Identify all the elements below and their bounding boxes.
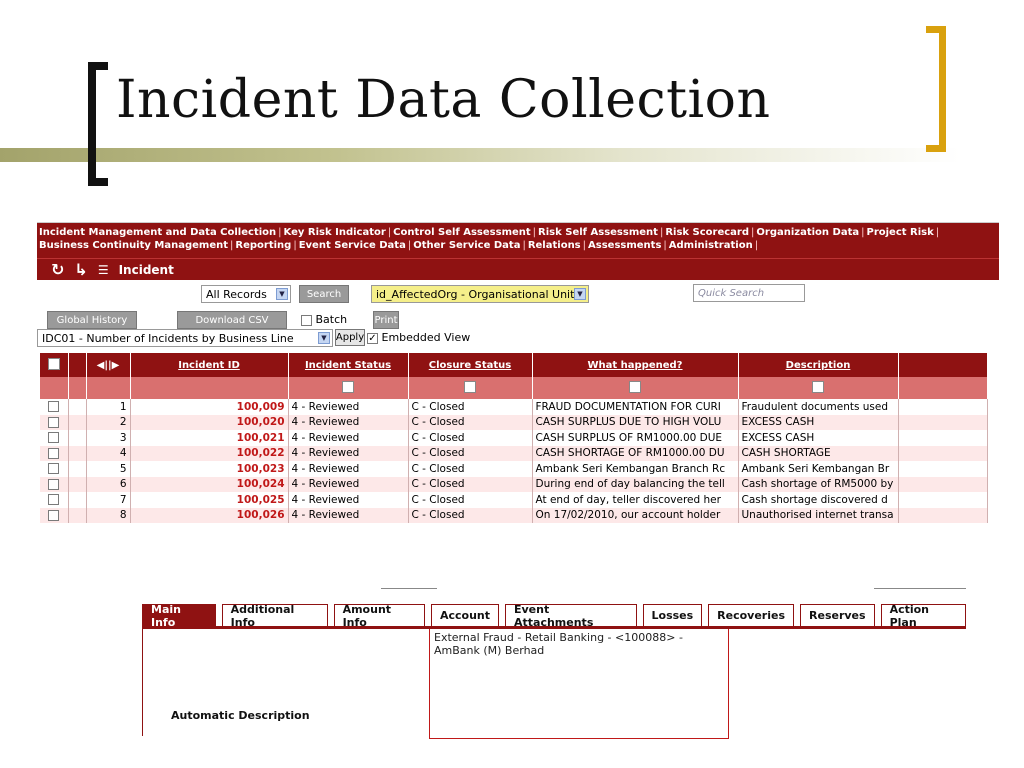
divider-line — [381, 588, 437, 589]
org-select[interactable] — [371, 285, 589, 303]
closure-status: C - Closed — [408, 508, 532, 524]
filter-what-checkbox[interactable] — [629, 381, 641, 393]
search-button[interactable]: Search — [299, 285, 349, 303]
row-checkbox[interactable] — [48, 510, 59, 521]
filter-cell — [68, 377, 86, 399]
batch-checkbox[interactable] — [301, 315, 312, 326]
menu-item[interactable]: Business Continuity Management — [39, 240, 228, 251]
incident-status: 4 - Reviewed — [288, 477, 408, 493]
row-number: 3 — [86, 430, 130, 446]
chevron-down-icon: ▼ — [318, 332, 330, 344]
row-empty — [898, 446, 988, 462]
description: CASH SHORTAGE — [738, 446, 898, 462]
row-spacer — [68, 492, 86, 508]
menu-separator: | — [522, 240, 526, 251]
incident-id[interactable]: 100,022 — [130, 446, 288, 462]
menu-item[interactable]: Relations — [527, 240, 581, 251]
menu-separator: | — [278, 227, 282, 238]
select-all-checkbox[interactable] — [48, 358, 60, 370]
tab[interactable]: Action Plan — [881, 604, 966, 626]
menu-separator: | — [751, 227, 755, 238]
filter-status-checkbox[interactable] — [342, 381, 354, 393]
table-row[interactable] — [40, 399, 988, 415]
what-happened: CASH SURPLUS OF RM1000.00 DUE — [532, 430, 738, 446]
row-checkbox-cell — [40, 399, 68, 415]
row-checkbox-cell — [40, 508, 68, 524]
row-empty — [898, 399, 988, 415]
col-header-what-happened[interactable]: What happened? — [532, 353, 738, 377]
menu-separator: | — [663, 240, 667, 251]
report-select-value: IDC01 - Number of Incidents by Business Line — [42, 331, 294, 345]
row-number: 6 — [86, 477, 130, 493]
row-checkbox-cell — [40, 477, 68, 493]
tab[interactable]: Account — [431, 604, 499, 626]
automatic-description-label: Automatic Description — [171, 709, 310, 722]
menu-separator: | — [293, 240, 297, 251]
row-spacer — [68, 399, 86, 415]
col-header-empty — [898, 353, 988, 377]
filter-cell — [898, 377, 988, 399]
description: Cash shortage discovered d — [738, 492, 898, 508]
what-happened: At end of day, teller discovered her — [532, 492, 738, 508]
row-checkbox-cell — [40, 415, 68, 431]
filter-closure-checkbox[interactable] — [464, 381, 476, 393]
row-checkbox-cell — [40, 461, 68, 477]
table-row[interactable] — [40, 477, 988, 493]
incident-detail-screenshot — [128, 588, 966, 736]
table-row[interactable] — [40, 446, 988, 462]
row-spacer — [68, 430, 86, 446]
embedded-view-option[interactable] — [367, 331, 470, 344]
row-number: 8 — [86, 508, 130, 524]
row-number: 7 — [86, 492, 130, 508]
list-icon[interactable]: ☰ — [97, 262, 109, 277]
incident-id[interactable]: 100,021 — [130, 430, 288, 446]
filter-cell — [408, 377, 532, 399]
main-info-panel — [142, 626, 966, 736]
incident-table — [40, 353, 988, 523]
menu-item[interactable]: Key Risk Indicator — [283, 227, 386, 238]
incident-id[interactable]: 100,024 — [130, 477, 288, 493]
row-number: 4 — [86, 446, 130, 462]
detail-tabs — [142, 602, 966, 629]
what-happened: FRAUD DOCUMENTATION FOR CURI — [532, 399, 738, 415]
row-empty — [898, 508, 988, 524]
menu-item[interactable]: Administration — [668, 240, 753, 251]
quick-search-input[interactable]: Quick Search — [693, 284, 805, 302]
filter-cell — [738, 377, 898, 399]
col-header-description[interactable]: Description — [738, 353, 898, 377]
report-select[interactable] — [37, 329, 333, 347]
chevron-down-icon: ▼ — [276, 288, 288, 300]
chevron-down-icon: ▼ — [574, 288, 586, 300]
embedded-view-checkbox[interactable] — [367, 333, 378, 344]
pager-nav-icon[interactable]: ◀||▶ — [86, 353, 130, 377]
row-spacer — [68, 415, 86, 431]
incident-status: 4 - Reviewed — [288, 492, 408, 508]
page-header — [37, 258, 999, 280]
row-number: 5 — [86, 461, 130, 477]
apply-button[interactable]: Apply — [335, 329, 365, 346]
tab[interactable]: Main Info — [142, 604, 216, 626]
what-happened: During end of day balancing the tell — [532, 477, 738, 493]
automatic-description-field[interactable]: External Fraud - Retail Banking - <100088> - AmBank (M) Berhad — [429, 629, 729, 739]
incident-list-screenshot — [37, 222, 999, 550]
incident-id[interactable]: 100,025 — [130, 492, 288, 508]
row-checkbox[interactable] — [48, 432, 59, 443]
closure-status: C - Closed — [408, 446, 532, 462]
toolbar — [37, 280, 999, 344]
menu-item[interactable]: Assessments — [588, 240, 662, 251]
what-happened: CASH SURPLUS DUE TO HIGH VOLU — [532, 415, 738, 431]
incident-id[interactable]: 100,023 — [130, 461, 288, 477]
export-icon[interactable]: ↳ — [74, 260, 88, 279]
filter-cell — [288, 377, 408, 399]
slide-title: Incident Data Collection — [116, 70, 771, 130]
row-checkbox-cell — [40, 446, 68, 462]
menu-separator: | — [230, 240, 234, 251]
row-checkbox-cell — [40, 430, 68, 446]
menu-separator: | — [582, 240, 587, 251]
table-header-row — [40, 353, 988, 377]
table-row[interactable] — [40, 430, 988, 446]
menu-separator: | — [659, 227, 664, 238]
closure-status: C - Closed — [408, 415, 532, 431]
closure-status: C - Closed — [408, 461, 532, 477]
left-bracket-decoration — [88, 62, 108, 186]
row-checkbox-cell — [40, 492, 68, 508]
menu-separator: | — [407, 240, 412, 251]
tab[interactable]: Amount Info — [334, 604, 425, 626]
row-spacer — [68, 508, 86, 524]
incident-id[interactable]: 100,009 — [130, 399, 288, 415]
table-row[interactable] — [40, 461, 988, 477]
global-history-button[interactable]: Global History — [47, 311, 137, 329]
what-happened: CASH SHORTAGE OF RM1000.00 DU — [532, 446, 738, 462]
description: Cash shortage of RM5000 by — [738, 477, 898, 493]
menu-line-1 — [39, 226, 997, 239]
description: Unauthorised internet transa — [738, 508, 898, 524]
incident-status: 4 - Reviewed — [288, 430, 408, 446]
records-select-value: All Records — [206, 287, 267, 301]
incident-status: 4 - Reviewed — [288, 508, 408, 524]
menu-item[interactable]: Other Service Data — [413, 240, 521, 251]
menu-item[interactable]: Control Self Assessment — [393, 227, 531, 238]
tab[interactable]: Additional Info — [222, 604, 328, 626]
menu-item[interactable]: Incident Management and Data Collection — [39, 227, 277, 238]
row-empty — [898, 492, 988, 508]
filter-cell — [532, 377, 738, 399]
row-checkbox[interactable] — [48, 448, 59, 459]
main-menu — [37, 223, 999, 258]
page-title: Incident — [118, 262, 174, 277]
description: Ambank Seri Kembangan Br — [738, 461, 898, 477]
row-empty — [898, 461, 988, 477]
closure-status: C - Closed — [408, 399, 532, 415]
row-spacer — [68, 446, 86, 462]
filter-row — [40, 377, 988, 399]
incident-id[interactable]: 100,026 — [130, 508, 288, 524]
row-number: 1 — [86, 399, 130, 415]
tab[interactable]: Losses — [643, 604, 703, 626]
incident-status: 4 - Reviewed — [288, 415, 408, 431]
filter-cell — [130, 377, 288, 399]
menu-item[interactable]: Risk Scorecard — [665, 227, 750, 238]
filter-cell — [86, 377, 130, 399]
closure-status: C - Closed — [408, 492, 532, 508]
refresh-icon[interactable]: ↻ — [51, 260, 65, 279]
right-bracket-decoration — [926, 26, 946, 152]
menu-item[interactable]: Risk Self Assessment — [538, 227, 658, 238]
row-checkbox[interactable] — [48, 417, 59, 428]
menu-separator: | — [387, 227, 392, 238]
embedded-view-label: Embedded View — [381, 331, 471, 344]
row-checkbox[interactable] — [48, 479, 59, 490]
menu-separator: | — [861, 227, 865, 238]
row-checkbox[interactable] — [48, 401, 59, 412]
description: Fraudulent documents used — [738, 399, 898, 415]
row-empty — [898, 415, 988, 431]
menu-item[interactable]: Organization Data — [756, 227, 860, 238]
description: EXCESS CASH — [738, 415, 898, 431]
menu-separator: | — [935, 227, 940, 238]
menu-separator: | — [532, 227, 537, 238]
table-row[interactable] — [40, 415, 988, 431]
row-spacer — [68, 461, 86, 477]
menu-separator: | — [754, 240, 759, 251]
tab[interactable]: Event Attachments — [505, 604, 637, 626]
row-checkbox[interactable] — [48, 463, 59, 474]
row-checkbox[interactable] — [48, 494, 59, 505]
tab[interactable]: Recoveries — [708, 604, 794, 626]
menu-item[interactable]: Event Service Data — [298, 240, 406, 251]
closure-status: C - Closed — [408, 430, 532, 446]
table-row[interactable] — [40, 492, 988, 508]
menu-item[interactable]: Project Risk — [866, 227, 934, 238]
closure-status: C - Closed — [408, 477, 532, 493]
batch-option[interactable] — [301, 313, 347, 326]
menu-line-2 — [39, 239, 997, 252]
batch-label: Batch — [315, 313, 348, 326]
incident-id[interactable]: 100,020 — [130, 415, 288, 431]
tab[interactable]: Reserves — [800, 604, 875, 626]
records-select[interactable] — [201, 285, 291, 303]
incident-status: 4 - Reviewed — [288, 399, 408, 415]
col-header-incident-status[interactable]: Incident Status — [288, 353, 408, 377]
what-happened: On 17/02/2010, our account holder — [532, 508, 738, 524]
title-underline-band — [0, 148, 960, 162]
col-header-incident-id[interactable]: Incident ID — [130, 353, 288, 377]
incident-status: 4 - Reviewed — [288, 446, 408, 462]
divider-line — [874, 588, 966, 589]
spacer-header — [68, 353, 86, 377]
org-select-value: id_AffectedOrg - Organisational Unit — [376, 287, 575, 301]
menu-item[interactable]: Reporting — [235, 240, 292, 251]
filter-cell — [40, 377, 68, 399]
incident-status: 4 - Reviewed — [288, 461, 408, 477]
table-row[interactable] — [40, 508, 988, 524]
col-header-closure-status[interactable]: Closure Status — [408, 353, 532, 377]
select-all-header[interactable] — [40, 353, 68, 377]
filter-description-checkbox[interactable] — [812, 381, 824, 393]
row-empty — [898, 430, 988, 446]
print-button[interactable]: Print — [373, 311, 399, 329]
what-happened: Ambank Seri Kembangan Branch Rc — [532, 461, 738, 477]
download-csv-button[interactable]: Download CSV — [177, 311, 287, 329]
row-spacer — [68, 477, 86, 493]
row-number: 2 — [86, 415, 130, 431]
description: EXCESS CASH — [738, 430, 898, 446]
row-empty — [898, 477, 988, 493]
